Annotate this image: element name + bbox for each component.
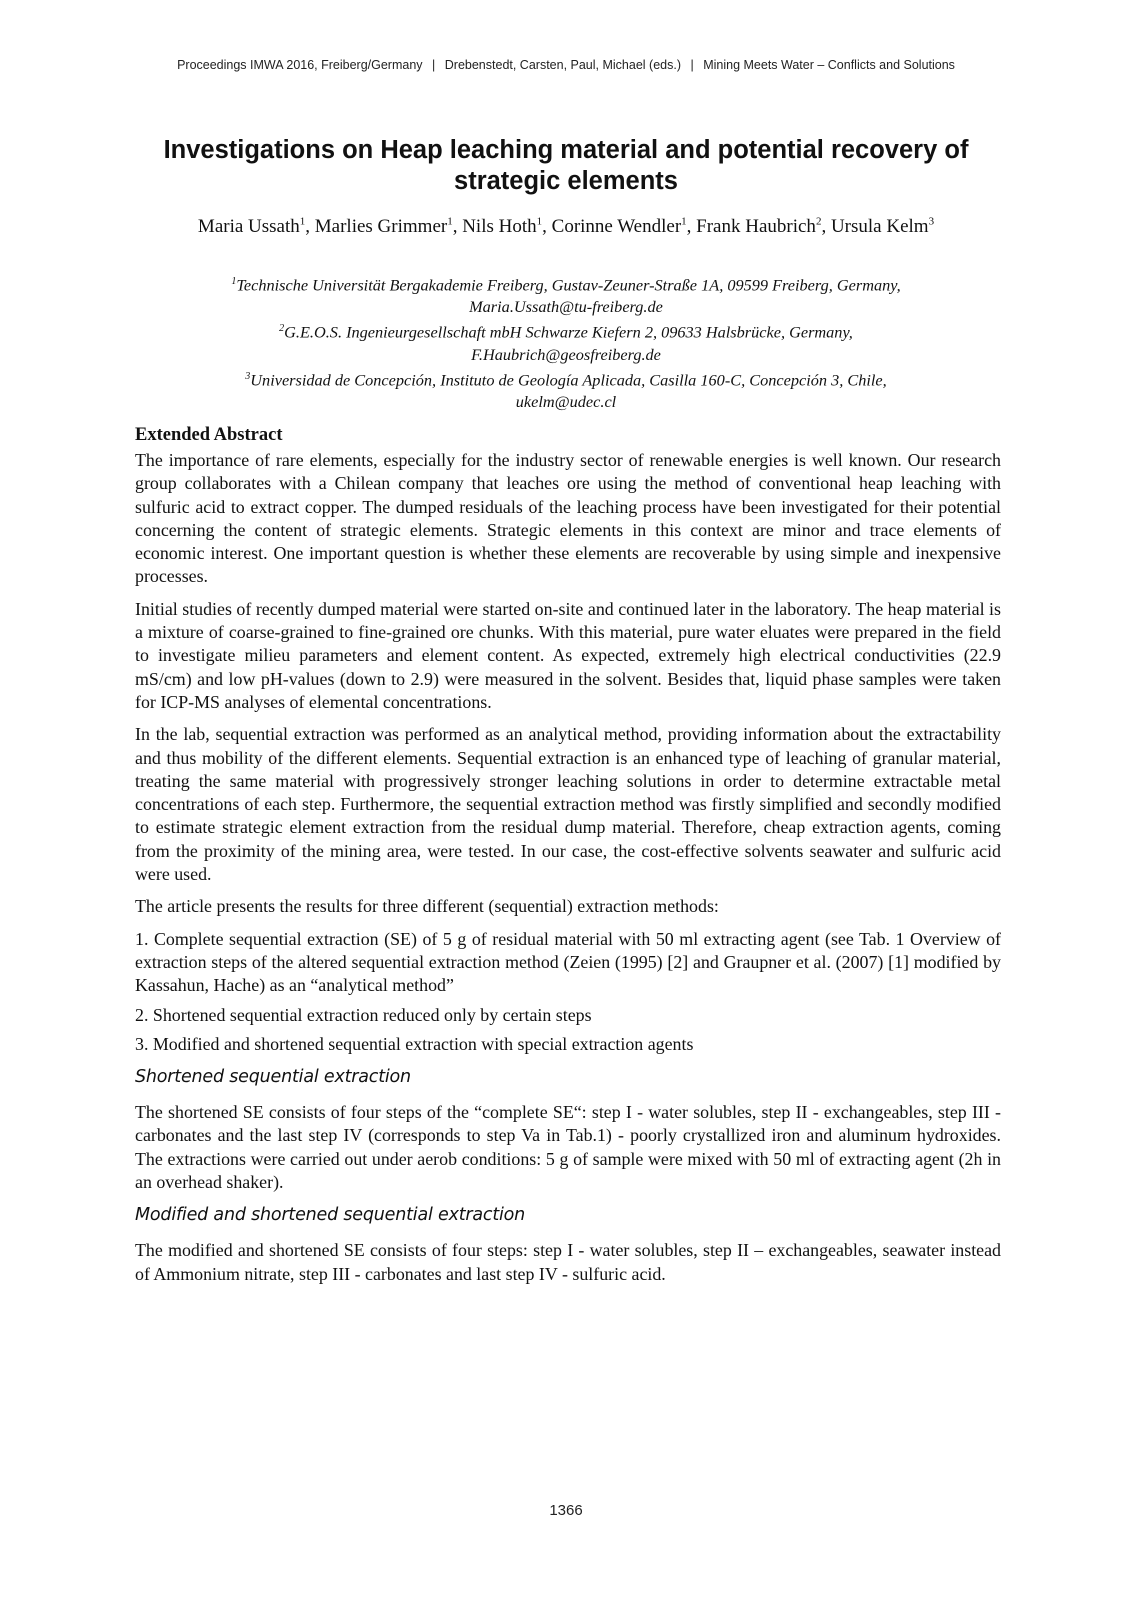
author: Maria Ussath$^1$, [197,216,315,238]
abstract-paragraph: The importance of rare elements, especially for the industry sector of renewable energies is well known. Our research group collaborates with a Chilean company that leaches ore using the method of conventional heap leaching with sulfuric acid to extract copper. The dumped residuals of the leaching process have been investigated for their potential concerning the content of strategic elements. Strategic elements in this context are minor and trace elements of economic interest. One important question is whether these elements are recoverable by using simple and inexpensive processes. [135,450,1001,587]
author: Nils Hoth$^1$, [462,216,552,238]
method-list-item: 3. Modified and shortened sequential extraction with special extraction agents [135,1033,694,1054]
abstract-paragraph: In the lab, sequential extraction was performed as an analytical method, providing information about the extractability and thus mobility of the different elements. Sequential extraction is an enhanced type of leaching of granular material, treating the same material with progressively stronger leaching solutions in order to determine extractable metal concentrations of each step. Furthermore, the sequential extraction method was firstly simplified and secondly modified to estimate strategic element extraction from the residual dump material. Therefore, cheap extraction agents, coming from the proximity of the mining area, were tested. In our case, the cost-effective solvents seawater and sulfuric acid were used. [135,724,1001,885]
abstract-paragraph: Initial studies of recently dumped material were started on-site and continued later in the laboratory. The heap material is a mixture of coarse-grained to fine-grained ore chunks. With this material, pure water eluates were prepared in the field to investigate milieu parameters and element content. As expected, extremely high electrical conductivities (22.9 mS/cm) and low pH-values (down to 2.9) were measured in the solvent. Besides that, liquid phase samples were taken for ICP-MS analyses of elemental concentrations. [135,598,1001,712]
author: Corinne Wendler$^1$, [551,216,697,238]
section-paragraph-shortened: The shortened SE consists of four steps of the “complete SE“: step I - water solubles, step II - exchangeables, step III - carbonates and the last step IV (corresponds to step Va in Tab.1) - poorly crystallized iron and aluminum hydroxides. The extractions were carried out under aerob conditions: 5 g of sample were mixed with 50 ml of extracting agent (2h in an overhead shaker). [135,1102,1001,1193]
affiliation-address: $^3$Universidad de Concepción, Instituto de Geología Aplicada, Casilla 160-C, Concepción 3, Chile, [245,370,887,390]
section-paragraph-modified: The modified and shortened SE consists of four steps: step I - water solubles, step II – exchangeables, seawater instead of Ammonium nitrate, step III - carbonates and last step IV - sulfuric acid. [135,1240,1001,1284]
page-number: 1366 [549,1502,583,1519]
header-separator: | [432,58,436,72]
running-header [0,58,1132,72]
paper-body [135,424,1001,1295]
affiliation-list [110,271,1022,413]
author: Frank Haubrich$^2$, [696,216,831,238]
author-list [60,216,1072,238]
affiliation-address: $^1$Technische Universität Bergakademie Freiberg, Gustav-Zeuner-Straße 1A, 09599 Freiberg, Germany, [231,275,901,295]
abstract-paragraph: The article presents the results for three different (sequential) extraction methods: [135,896,719,917]
header-theme: Mining Meets Water – Conflicts and Solutions [703,58,955,72]
author: Ursula Kelm$^3$ [830,216,935,238]
section-heading-modified: Modified and shortened sequential extraction [135,1205,526,1226]
method-list-item: 2. Shortened sequential extraction reduced only by certain steps [135,1004,592,1025]
paper-title: Investigations on Heap leaching material and potential recovery of strategic elements [163,136,969,195]
header-editors: Drebenstedt, Carsten, Paul, Michael (eds.) [444,58,681,72]
abstract-heading: Extended Abstract [135,425,283,445]
header-separator: | [690,58,694,72]
author: Marlies Grimmer$^1$, [314,216,463,238]
method-list-item: 1. Complete sequential extraction (SE) of 5 g of residual material with 50 ml extracting agent (see Tab. 1 Overview of extraction steps of the altered sequential extraction method (Zeien (1995) [2] and Graupner et al. (2007) [1] modified by Kassahun, Hache) as an “analytical method” [135,928,1001,996]
affiliation-email: ukelm@udec.cl [515,392,617,412]
affiliation-email: Maria.Ussath@tu-freiberg.de [469,297,663,317]
section-heading-shortened: Shortened sequential extraction [135,1067,411,1088]
affiliation-email: F.Haubrich@geosfreiberg.de [471,344,661,364]
header-proceedings: Proceedings IMWA 2016, Freiberg/Germany [177,58,423,72]
affiliation-address: $^2$G.E.O.S. Ingenieurgesellschaft mbH Schwarze Kiefern 2, 09633 Halsbrücke, Germany, [279,322,853,342]
